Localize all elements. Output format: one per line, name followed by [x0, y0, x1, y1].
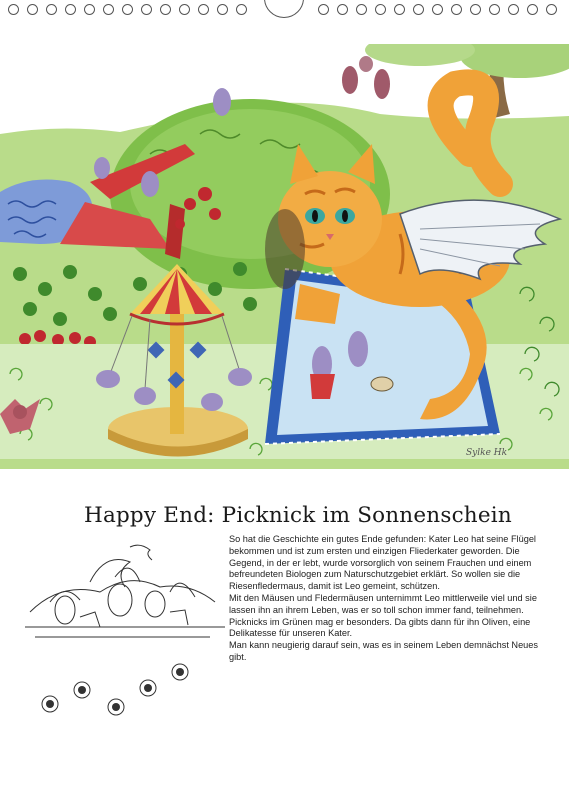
- binding-hole: [337, 4, 348, 15]
- binding-hole: [179, 4, 190, 15]
- binding-hole: [508, 4, 519, 15]
- binding-hole: [432, 4, 443, 15]
- calendar-binding: [0, 0, 569, 22]
- binding-hole: [27, 4, 38, 15]
- story-paragraph: So hat die Geschichte ein gutes Ende gefunden: Kater Leo hat seine Flügel bekommen und ist zum ersten und einzigen Fliederkater geworden. Die Gegend, in der er lebt, wurde vorsorglich von seinem Frauchen und einem befreundeten Biologen zum Naturschutzgebiet erklärt. So wollen sie die Riesenfledermaus, damit ist Leo gemeint, schützen.: [229, 534, 536, 592]
- binding-hole: [217, 4, 228, 15]
- artist-signature: Sylke Hk: [466, 448, 508, 458]
- sketch-illustration: [20, 542, 230, 724]
- binding-hole: [470, 4, 481, 15]
- binding-hole: [46, 4, 57, 15]
- hanger-hole: [264, 0, 304, 18]
- page-title: Happy End: Picknick im Sonnenschein: [84, 503, 512, 528]
- binding-hole: [489, 4, 500, 15]
- binding-hole: [160, 4, 171, 15]
- binding-hole: [318, 4, 329, 15]
- binding-hole: [356, 4, 367, 15]
- binding-hole: [84, 4, 95, 15]
- picnic-illustration: [0, 44, 569, 469]
- story-paragraph: Mit den Mäusen und Fledermäusen unternimmt Leo mittlerweile viel und sie lassen ihn an ihrem Leben, was er so toll schon immer fand, teilnehmen. Picknicks im Grünen mag er besonders. Da gibts dann für ihn Oliven, eine Delikatesse für unseren Kater.: [229, 592, 537, 639]
- story-paragraph: Man kann neugierig darauf sein, was es in seinem Leben demnächst Neues gibt.: [229, 640, 538, 662]
- binding-hole: [8, 4, 19, 15]
- binding-hole: [236, 4, 247, 15]
- binding-hole: [413, 4, 424, 15]
- binding-hole: [546, 4, 557, 15]
- binding-hole: [65, 4, 76, 15]
- binding-hole: [141, 4, 152, 15]
- binding-hole: [527, 4, 538, 15]
- binding-hole: [198, 4, 209, 15]
- binding-hole: [394, 4, 405, 15]
- binding-hole: [103, 4, 114, 15]
- story-text: [229, 534, 555, 664]
- binding-hole: [122, 4, 133, 15]
- binding-hole: [375, 4, 386, 15]
- binding-hole: [451, 4, 462, 15]
